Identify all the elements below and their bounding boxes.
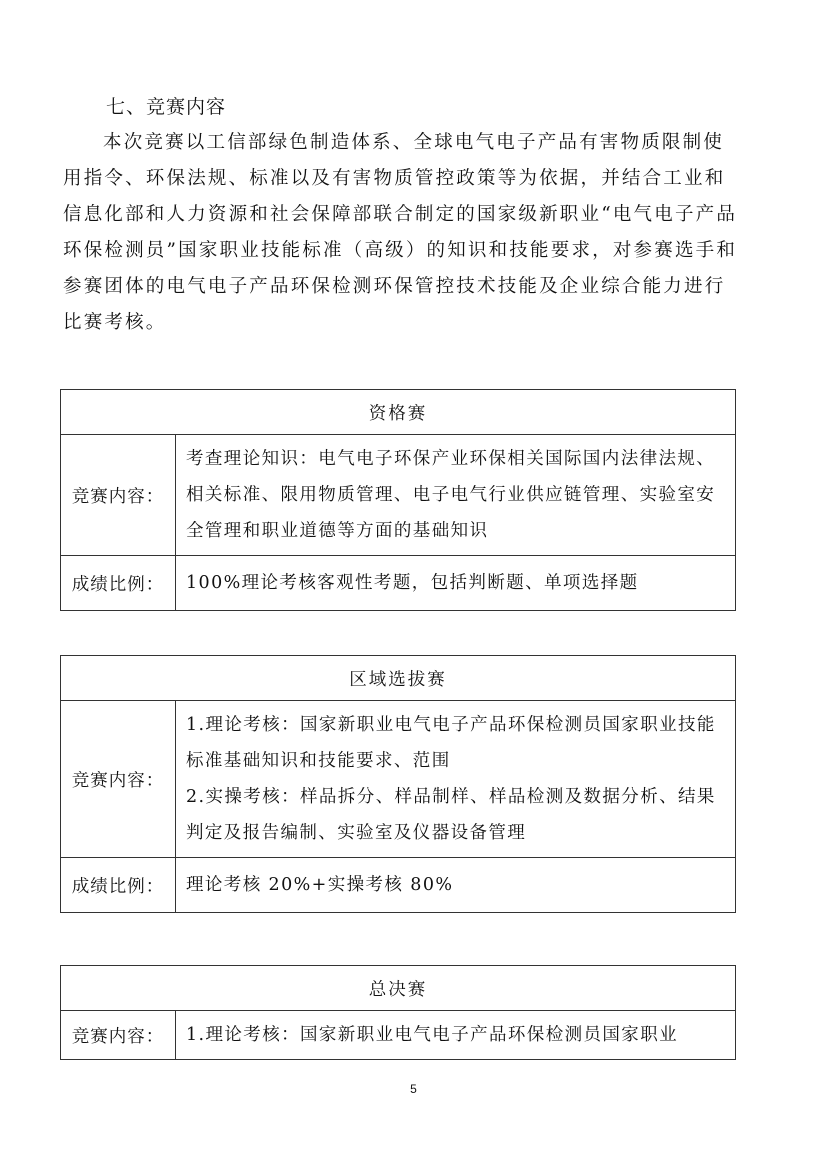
qualifier-content-label: 竞赛内容： (61, 435, 176, 556)
qualifier-table (60, 389, 736, 611)
regional-ratio-label: 成绩比例： (61, 858, 176, 913)
regional-item-1: 1.理论考核：国家新职业电气电子产品环保检测员国家职业技能标准基础知识和技能要求、范围 (186, 715, 716, 771)
regional-content (176, 701, 736, 858)
regional-table (60, 655, 736, 913)
intro-paragraph: 本次竞赛以工信部绿色制造体系、全球电气电子产品有害物质限制使用指令、环保法规、标准以及有害物质管控政策等为依据，并结合工业和信息化部和人力资源和社会保障部联合制定的国家级新职业“电气电子产品环保检测员”国家职业技能标准（高级）的知识和技能要求，对参赛选手和参赛团体的电气电子产品环保检测环保管控技术技能及企业综合能力进行比赛考核。 (63, 132, 738, 333)
regional-title: 区域选拔赛 (61, 656, 736, 701)
section-title: 七、竞赛内容 (106, 96, 227, 118)
qualifier-title: 资格赛 (61, 390, 736, 435)
regional-item-2: 2.实操考核：样品拆分、样品制样、样品检测及数据分析、结果判定及报告编制、实验室及仪器设备管理 (186, 787, 716, 843)
final-content-label: 竞赛内容： (61, 1011, 176, 1060)
qualifier-ratio: 100%理论考核客观性考题，包括判断题、单项选择题 (176, 556, 736, 611)
final-table (60, 965, 736, 1060)
regional-content-label: 竞赛内容： (61, 701, 176, 858)
regional-ratio: 理论考核 20%+实操考核 80% (176, 858, 736, 913)
qualifier-content: 考查理论知识：电气电子环保产业环保相关国际国内法律法规、相关标准、限用物质管理、电子电气行业供应链管理、实验室安全管理和职业道德等方面的基础知识 (176, 435, 736, 556)
page-number: 5 (410, 1082, 417, 1096)
final-title: 总决赛 (61, 966, 736, 1011)
final-item-1: 1.理论考核：国家新职业电气电子产品环保检测员国家职业 (176, 1011, 736, 1060)
qualifier-ratio-label: 成绩比例： (61, 556, 176, 611)
